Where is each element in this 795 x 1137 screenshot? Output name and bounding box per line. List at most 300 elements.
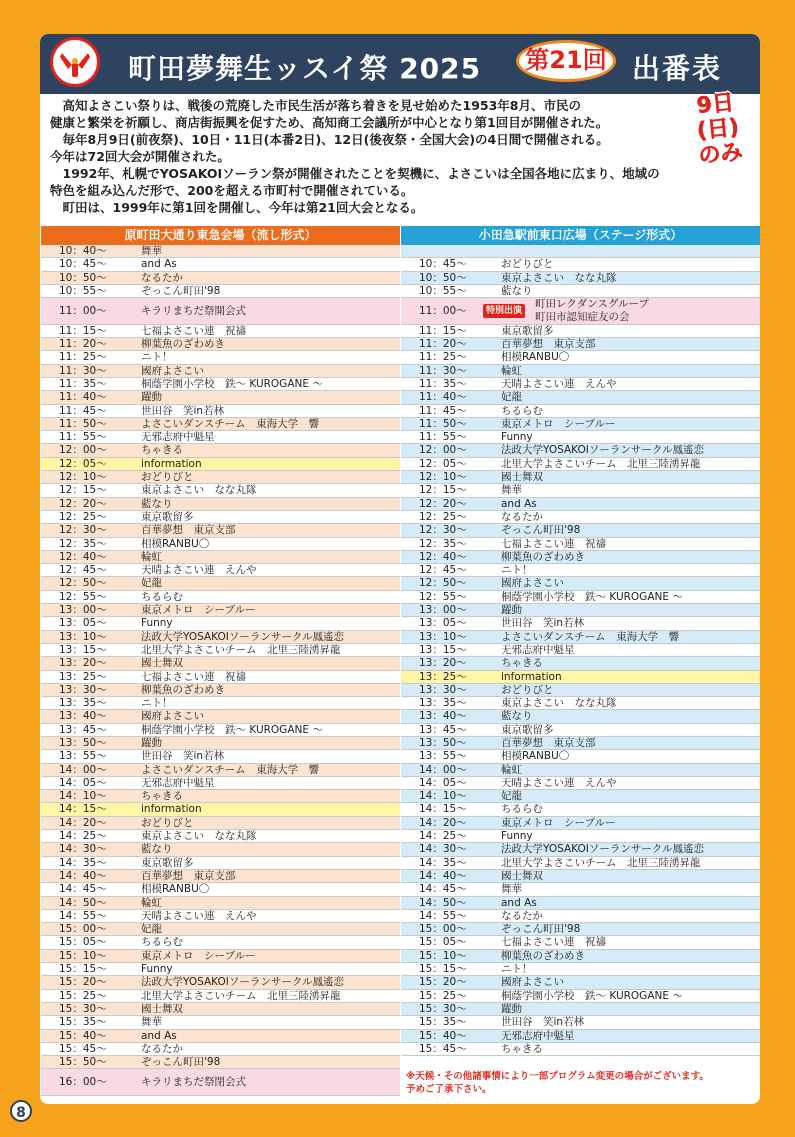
team-name-cell: 法政大学YOSAKOIソーランサークル鳳遙恋 bbox=[141, 630, 345, 643]
team-name-cell: 天晴よさこい連 えんや bbox=[141, 909, 257, 922]
time-cell: 11：20～ bbox=[419, 338, 467, 351]
time-cell: 15：25～ bbox=[419, 989, 467, 1002]
team-name-cell: 世田谷 笑in若林 bbox=[141, 404, 225, 417]
time-cell: 15：00～ bbox=[419, 923, 467, 936]
schedule-row bbox=[41, 897, 400, 910]
schedule-row bbox=[401, 1003, 760, 1016]
time-cell: 11：30～ bbox=[419, 364, 467, 377]
team-name-cell: 相模RANBU〇 bbox=[141, 883, 210, 896]
time-cell: 15：20～ bbox=[59, 976, 107, 989]
team-name-cell: よさこいダンスチーム 東海大学 響 bbox=[141, 763, 320, 776]
schedule-row bbox=[41, 577, 400, 590]
team-name-cell: ニト！ bbox=[141, 697, 173, 710]
schedule-row bbox=[41, 923, 400, 936]
schedule-row bbox=[401, 950, 760, 963]
schedule-row bbox=[41, 431, 400, 444]
schedule-row bbox=[41, 803, 400, 816]
time-cell: 13：45～ bbox=[419, 723, 467, 736]
time-cell: 15：50～ bbox=[59, 1056, 107, 1069]
schedule-row bbox=[401, 817, 760, 830]
schedule-row bbox=[41, 990, 400, 1003]
time-cell: 12：10～ bbox=[419, 471, 467, 484]
team-name-cell: おどりびと bbox=[141, 816, 194, 829]
time-cell: 14：55～ bbox=[419, 909, 467, 922]
intro-line: 1992年、札幌でYOSAKOIソーラン祭が開催されたことを契機に、よさこいは全国各地に広まり、地域の bbox=[50, 166, 660, 181]
time-cell: 13：00～ bbox=[419, 604, 467, 617]
time-cell: 15：35～ bbox=[419, 1016, 467, 1029]
team-name-line2: 町田市認知症友の会 bbox=[535, 311, 630, 324]
team-name-cell: 東京歌留多 bbox=[501, 324, 554, 337]
schedule-row bbox=[41, 351, 400, 364]
time-cell: 13：50～ bbox=[419, 736, 467, 749]
team-name-cell: 東京メトロ シーブルー bbox=[501, 816, 616, 829]
team-name-cell: 无邪志府中魁星 bbox=[141, 776, 215, 789]
intro-line: 健康と繁栄を祈願し、商店街振興を促すため、高知商工会議所が中心となり第1回目が開催された。 bbox=[50, 115, 609, 130]
team-name-cell: 妃龍 bbox=[141, 923, 162, 936]
team-name-cell: キラリまちだ祭開会式 bbox=[141, 305, 246, 318]
schedule-row bbox=[41, 870, 400, 883]
time-cell: 13：10～ bbox=[59, 630, 107, 643]
schedule-row bbox=[401, 750, 760, 763]
time-cell: 14：50～ bbox=[59, 896, 107, 909]
schedule-row bbox=[401, 963, 760, 976]
time-cell: 15：15～ bbox=[59, 963, 107, 976]
schedule-row bbox=[41, 471, 400, 484]
time-cell: 15：25～ bbox=[59, 989, 107, 1002]
time-cell: 13：20～ bbox=[419, 657, 467, 670]
time-cell: 12：20～ bbox=[59, 497, 107, 510]
team-name-cell: 七福よさこい連 祝禱 bbox=[501, 936, 606, 949]
time-cell: 14：15～ bbox=[59, 803, 107, 816]
schedule-row bbox=[401, 285, 760, 298]
schedule-row bbox=[41, 1030, 400, 1043]
schedule-row bbox=[41, 591, 400, 604]
time-cell: 11：20～ bbox=[59, 338, 107, 351]
schedule-row bbox=[41, 1069, 400, 1096]
team-name-cell: 北里大学よさこいチーム 北里三陸湧昇龍 bbox=[501, 457, 701, 470]
intro-line: 高知よさこい祭りは、戦後の荒廃した市民生活が落ち着きを見せ始めた1953年8月、市民の bbox=[50, 98, 581, 113]
time-cell: 15：45～ bbox=[59, 1042, 107, 1055]
time-cell: 14：40～ bbox=[419, 869, 467, 882]
team-name-cell: 北里大学よさこいチーム 北里三陸湧昇龍 bbox=[141, 643, 341, 656]
team-name-cell: 七福よさこい連 祝禱 bbox=[141, 324, 246, 337]
time-cell: 10：45～ bbox=[59, 258, 107, 271]
team-name-cell: なるたか bbox=[141, 271, 183, 284]
schedule-row bbox=[41, 724, 400, 737]
time-cell: 11：00～ bbox=[59, 305, 107, 318]
schedule-row bbox=[401, 910, 760, 923]
team-name-cell: ぞっこん町田'98 bbox=[141, 284, 221, 297]
schedule-row bbox=[41, 405, 400, 418]
intro-line: 特色を組み込んだ形で、200を超える市町村で開催されている。 bbox=[50, 183, 414, 198]
team-name-cell: ちゃきる bbox=[141, 444, 183, 457]
team-name-cell: and As bbox=[141, 258, 177, 271]
time-cell: 12：45～ bbox=[419, 564, 467, 577]
schedule-row bbox=[401, 564, 760, 577]
team-name-cell: ニト！ bbox=[501, 564, 533, 577]
schedule-row bbox=[401, 378, 760, 391]
time-cell: 14：35～ bbox=[59, 856, 107, 869]
team-name-cell: 國府よさこい bbox=[501, 577, 564, 590]
time-cell: 14：50～ bbox=[419, 896, 467, 909]
time-cell: 12：50～ bbox=[59, 577, 107, 590]
time-cell: 12：25～ bbox=[59, 510, 107, 523]
schedule-row bbox=[401, 418, 760, 431]
schedule-row bbox=[401, 990, 760, 1003]
schedule-row bbox=[401, 524, 760, 537]
schedule-row bbox=[401, 405, 760, 418]
time-cell: 10：55～ bbox=[59, 284, 107, 297]
team-name-cell: 東京よさこい なな丸隊 bbox=[141, 484, 257, 497]
time-cell: 15：30～ bbox=[59, 1002, 107, 1015]
intro-line: 町田は、1999年に第1回を開催し、今年は第21回大会となる。 bbox=[50, 200, 424, 215]
team-name-cell: よさこいダンスチーム 東海大学 響 bbox=[141, 417, 320, 430]
schedule-row bbox=[401, 777, 760, 790]
team-name-cell: キラリまちだ祭閉会式 bbox=[141, 1076, 246, 1089]
schedule-row bbox=[401, 1030, 760, 1043]
team-name-cell: ちるらむ bbox=[501, 404, 543, 417]
schedule-row bbox=[401, 790, 760, 803]
schedule-row bbox=[401, 976, 760, 989]
schedule-row bbox=[41, 1003, 400, 1016]
schedule-row bbox=[41, 790, 400, 803]
time-cell: 13：10～ bbox=[419, 630, 467, 643]
time-cell: 14：05～ bbox=[419, 776, 467, 789]
schedule-row bbox=[401, 551, 760, 564]
team-name-cell: and As bbox=[141, 1029, 177, 1042]
team-name-cell: 躍動 bbox=[501, 604, 522, 617]
time-cell: 12：40～ bbox=[59, 550, 107, 563]
team-name-cell: 國士舞双 bbox=[141, 1002, 183, 1015]
schedule-row bbox=[401, 657, 760, 670]
time-cell: 12：00～ bbox=[419, 444, 467, 457]
time-cell: 13：40～ bbox=[59, 710, 107, 723]
team-name-cell: 東京歌留多 bbox=[501, 723, 554, 736]
team-name-cell: 桐蔭学園小学校 鉄～ KUROGANE ～ bbox=[501, 590, 683, 603]
time-cell: 15：10～ bbox=[59, 949, 107, 962]
schedule-row bbox=[41, 484, 400, 497]
time-cell: 11：40～ bbox=[59, 391, 107, 404]
team-name-cell: 法政大学YOSAKOIソーランサークル鳳遙恋 bbox=[501, 843, 705, 856]
right-venue-heading: 小田急駅前東口広場（ステージ形式） bbox=[401, 226, 760, 245]
time-cell: 11：40～ bbox=[419, 391, 467, 404]
time-cell: 15：20～ bbox=[419, 976, 467, 989]
team-name-cell: 世田谷 笑in若林 bbox=[501, 1016, 585, 1029]
time-cell: 14：10～ bbox=[419, 790, 467, 803]
time-cell: 12：55～ bbox=[59, 590, 107, 603]
page-number: 8 bbox=[10, 1100, 32, 1122]
schedule-row bbox=[401, 617, 760, 630]
schedule-row bbox=[401, 272, 760, 285]
schedule-row bbox=[401, 351, 760, 364]
team-name-cell: 躍動 bbox=[141, 391, 162, 404]
time-cell: 14：30～ bbox=[419, 843, 467, 856]
team-name-cell: 國府よさこい bbox=[141, 710, 204, 723]
time-cell: 13：35～ bbox=[419, 697, 467, 710]
schedule-row bbox=[41, 338, 400, 351]
team-name-cell: 相模RANBU〇 bbox=[141, 537, 210, 550]
time-cell: 13：40～ bbox=[419, 710, 467, 723]
schedule-row bbox=[41, 631, 400, 644]
time-cell: 11：50～ bbox=[419, 417, 467, 430]
schedule-row bbox=[401, 883, 760, 896]
team-name-cell: ちゃきる bbox=[501, 657, 543, 670]
date-only-line2: のみ bbox=[697, 139, 744, 170]
team-name-cell: 无邪志府中魁星 bbox=[501, 643, 575, 656]
schedule-row bbox=[41, 604, 400, 617]
schedule-row bbox=[401, 391, 760, 404]
schedule-row bbox=[401, 830, 760, 843]
time-cell: 13：05～ bbox=[59, 617, 107, 630]
schedule-row bbox=[41, 1043, 400, 1056]
team-name-cell: 世田谷 笑in若林 bbox=[501, 617, 585, 630]
schedule-row bbox=[401, 365, 760, 378]
team-name-cell: 北里大学よさこいチーム 北里三陸湧昇龍 bbox=[141, 989, 341, 1002]
team-name-cell: 无邪志府中魁星 bbox=[501, 1029, 575, 1042]
time-cell: 15：35～ bbox=[59, 1016, 107, 1029]
schedule-row bbox=[401, 1016, 760, 1029]
team-name-cell: 法政大学YOSAKOIソーランサークル鳳遙恋 bbox=[141, 976, 345, 989]
schedule-row bbox=[401, 631, 760, 644]
schedule-row bbox=[401, 591, 760, 604]
schedule-row bbox=[41, 657, 400, 670]
schedule-row bbox=[41, 285, 400, 298]
naruko-icon bbox=[56, 43, 94, 81]
change-notice-line2: 予めご了承下さい。 bbox=[406, 1084, 492, 1095]
team-name-cell: 法政大学YOSAKOIソーランサークル鳳遙恋 bbox=[501, 444, 705, 457]
time-cell: 14：25～ bbox=[419, 830, 467, 843]
team-name-cell: 舞華 bbox=[501, 883, 522, 896]
left-schedule-rows bbox=[41, 245, 400, 1096]
time-cell: 15：05～ bbox=[59, 936, 107, 949]
time-cell: 11：00～ bbox=[419, 305, 467, 318]
time-cell: 10：45～ bbox=[419, 258, 467, 271]
team-name-cell: 輪虹 bbox=[141, 896, 162, 909]
schedule-row bbox=[401, 1043, 760, 1056]
team-name-cell: and As bbox=[501, 896, 537, 909]
time-cell: 11：35～ bbox=[419, 377, 467, 390]
schedule-row bbox=[41, 910, 400, 923]
time-cell: 12：35～ bbox=[59, 537, 107, 550]
time-cell: 14：10～ bbox=[59, 790, 107, 803]
team-name-cell: 桐蔭学園小学校 鉄～ KUROGANE ～ bbox=[141, 723, 323, 736]
team-name-cell: 東京歌留多 bbox=[141, 510, 194, 523]
team-name-cell: Funny bbox=[141, 963, 173, 976]
team-name-cell: 舞華 bbox=[501, 484, 522, 497]
time-cell: 13：15～ bbox=[59, 643, 107, 656]
team-name-line1: 町田レクダンスグループ bbox=[535, 298, 650, 311]
team-name-cell bbox=[535, 298, 649, 325]
time-cell: 11：55～ bbox=[419, 431, 467, 444]
team-name-cell: 東京メトロ シーブルー bbox=[141, 604, 256, 617]
schedule-row bbox=[41, 378, 400, 391]
team-name-cell: ちるらむ bbox=[501, 803, 543, 816]
time-cell: 13：50～ bbox=[59, 736, 107, 749]
page-title: 町田夢舞生ッスイ祭 2025 bbox=[128, 52, 482, 85]
team-name-cell: 躍動 bbox=[501, 1002, 522, 1015]
team-name-cell: 藍なり bbox=[141, 497, 173, 510]
schedule-row bbox=[401, 604, 760, 617]
time-cell: 13：25～ bbox=[419, 670, 467, 683]
time-cell: 12：10～ bbox=[59, 471, 107, 484]
schedule-row bbox=[41, 950, 400, 963]
schedule-row bbox=[401, 857, 760, 870]
team-name-cell: 東京メトロ シーブルー bbox=[501, 417, 616, 430]
team-name-cell: ニト！ bbox=[141, 351, 173, 364]
team-name-cell: 柳葉魚のざわめき bbox=[141, 338, 225, 351]
team-name-cell: and As bbox=[501, 497, 537, 510]
team-name-cell: 柳葉魚のざわめき bbox=[141, 683, 225, 696]
team-name-cell: 百華夢想 東京支部 bbox=[141, 869, 236, 882]
team-name-cell: 國士舞双 bbox=[501, 471, 543, 484]
schedule-row bbox=[41, 551, 400, 564]
schedule-row bbox=[41, 391, 400, 404]
team-name-cell: よさこいダンスチーム 東海大学 響 bbox=[501, 630, 680, 643]
time-cell: 15：40～ bbox=[59, 1029, 107, 1042]
page-subtitle: 出番表 bbox=[632, 52, 723, 85]
team-name-cell: なるたか bbox=[501, 909, 543, 922]
festival-logo bbox=[50, 37, 100, 87]
schedule-row bbox=[401, 471, 760, 484]
team-name-cell: ちるらむ bbox=[141, 590, 183, 603]
time-cell: 13：30～ bbox=[419, 683, 467, 696]
team-name-cell: 妃龍 bbox=[141, 577, 162, 590]
time-cell: 14：30～ bbox=[59, 843, 107, 856]
schedule-row bbox=[41, 617, 400, 630]
team-name-cell: Funny bbox=[501, 431, 533, 444]
team-name-cell: information bbox=[501, 670, 562, 683]
time-cell: 14：00～ bbox=[59, 763, 107, 776]
time-cell: 11：45～ bbox=[419, 404, 467, 417]
left-venue-heading: 原町田大通り東急会場（流し形式） bbox=[41, 226, 400, 245]
time-cell: 13：05～ bbox=[419, 617, 467, 630]
schedule-row bbox=[401, 538, 760, 551]
time-cell: 11：25～ bbox=[419, 351, 467, 364]
time-cell: 14：55～ bbox=[59, 909, 107, 922]
team-name-cell: おどりびと bbox=[141, 471, 194, 484]
time-cell: 12：15～ bbox=[419, 484, 467, 497]
team-name-cell: なるたか bbox=[141, 1042, 183, 1055]
team-name-cell: 國士舞双 bbox=[501, 869, 543, 882]
team-name-cell: ちるらむ bbox=[141, 936, 183, 949]
schedule-row bbox=[41, 272, 400, 285]
right-schedule-rows bbox=[401, 245, 760, 1056]
intro-text bbox=[50, 97, 730, 216]
team-name-cell: 輪虹 bbox=[501, 364, 522, 377]
schedule-row bbox=[401, 923, 760, 936]
time-cell: 13：55～ bbox=[59, 750, 107, 763]
team-name-cell: おどりびと bbox=[501, 258, 554, 271]
schedule-row bbox=[41, 857, 400, 870]
schedule-row bbox=[401, 936, 760, 949]
team-name-cell: 藍なり bbox=[141, 843, 173, 856]
schedule-row bbox=[401, 724, 760, 737]
time-cell: 13：55～ bbox=[419, 750, 467, 763]
team-name-cell: 世田谷 笑in若林 bbox=[141, 750, 225, 763]
team-name-cell: 藍なり bbox=[501, 284, 533, 297]
time-cell: 13：25～ bbox=[59, 670, 107, 683]
time-cell: 12：00～ bbox=[59, 444, 107, 457]
schedule-row bbox=[41, 1016, 400, 1029]
team-name-cell: information bbox=[141, 457, 202, 470]
time-cell: 13：30～ bbox=[59, 683, 107, 696]
time-cell: 14：00～ bbox=[419, 763, 467, 776]
schedule-row bbox=[41, 418, 400, 431]
left-venue-column bbox=[41, 226, 400, 1096]
time-cell: 13：20～ bbox=[59, 657, 107, 670]
schedule-row bbox=[41, 843, 400, 856]
schedule-row bbox=[41, 258, 400, 271]
intro-line: 今年は72回大会が開催された。 bbox=[50, 149, 230, 164]
schedule-row bbox=[41, 444, 400, 457]
time-cell: 15：45～ bbox=[419, 1042, 467, 1055]
team-name-cell: 東京歌留多 bbox=[141, 856, 194, 869]
schedule-row bbox=[401, 338, 760, 351]
team-name-cell: 國士舞双 bbox=[141, 657, 183, 670]
schedule-row bbox=[401, 258, 760, 271]
team-name-cell: おどりびと bbox=[501, 683, 554, 696]
time-cell: 11：55～ bbox=[59, 431, 107, 444]
team-name-cell: 東京メトロ シーブルー bbox=[141, 949, 256, 962]
schedule-table bbox=[41, 226, 759, 1104]
schedule-row bbox=[401, 697, 760, 710]
time-cell: 10：50～ bbox=[59, 271, 107, 284]
team-name-cell: 百華夢想 東京支部 bbox=[501, 736, 596, 749]
team-name-cell: 七福よさこい連 祝禱 bbox=[501, 537, 606, 550]
team-name-cell: 妃龍 bbox=[501, 790, 522, 803]
team-name-cell: ニト！ bbox=[501, 963, 533, 976]
team-name-cell: ぞっこん町田'98 bbox=[501, 524, 581, 537]
schedule-row bbox=[41, 750, 400, 763]
time-cell: 12：20～ bbox=[419, 497, 467, 510]
schedule-row bbox=[401, 803, 760, 816]
team-name-cell: 輪虹 bbox=[141, 550, 162, 563]
date-only-line1: 9日(日) bbox=[695, 90, 741, 145]
time-cell: 14：40～ bbox=[59, 869, 107, 882]
schedule-row bbox=[41, 365, 400, 378]
schedule-row bbox=[41, 764, 400, 777]
schedule-page bbox=[40, 34, 760, 1104]
schedule-row bbox=[41, 976, 400, 989]
schedule-row bbox=[401, 484, 760, 497]
time-cell: 12：35～ bbox=[419, 537, 467, 550]
team-name-cell: 相模RANBU〇 bbox=[501, 750, 570, 763]
team-name-cell: information bbox=[141, 803, 202, 816]
time-cell: 15：00～ bbox=[59, 923, 107, 936]
change-notice-line1: ※天候・その他諸事情により一部プログラム変更の場合がございます。 bbox=[406, 1071, 709, 1082]
team-name-cell: 國府よさこい bbox=[501, 976, 564, 989]
team-name-cell: 天晴よさこい連 えんや bbox=[501, 377, 617, 390]
time-cell: 10：55～ bbox=[419, 284, 467, 297]
schedule-row bbox=[41, 697, 400, 710]
time-cell: 14：45～ bbox=[59, 883, 107, 896]
time-cell: 11：50～ bbox=[59, 417, 107, 430]
team-name-cell: ちゃきる bbox=[501, 1042, 543, 1055]
team-name-cell: 東京よさこい なな丸隊 bbox=[501, 271, 617, 284]
time-cell: 13：45～ bbox=[59, 723, 107, 736]
team-name-cell: 舞華 bbox=[141, 1016, 162, 1029]
right-venue-column bbox=[401, 226, 760, 1056]
schedule-row bbox=[41, 817, 400, 830]
time-cell: 15：10～ bbox=[419, 949, 467, 962]
time-cell: 15：15～ bbox=[419, 963, 467, 976]
time-cell: 12：30～ bbox=[59, 524, 107, 537]
team-name-cell: 桐蔭学園小学校 鉄～ KUROGANE ～ bbox=[141, 377, 323, 390]
team-name-cell: 東京よさこい なな丸隊 bbox=[501, 697, 617, 710]
schedule-row bbox=[41, 498, 400, 511]
time-cell: 12：05～ bbox=[59, 457, 107, 470]
schedule-row bbox=[401, 897, 760, 910]
